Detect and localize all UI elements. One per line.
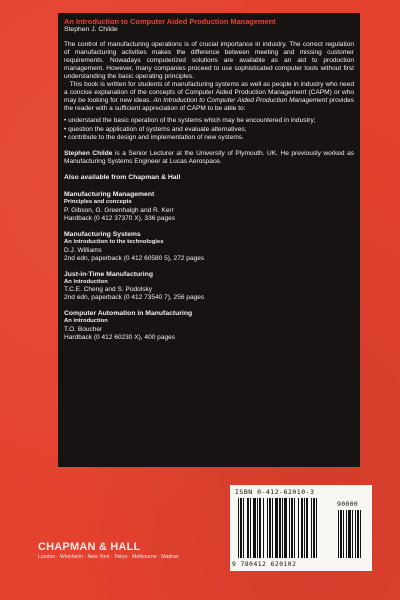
book-title: An Introduction to Computer Aided Production Management (64, 17, 276, 26)
audience-text: This book is written for students of manufacturing systems as well as people in industry who need a concise explanation of the concepts of Computer Aided Production Management (CAPM) or who may be looking for new ideas. (64, 81, 354, 105)
related-book-authors: T.O. Boucher (64, 326, 103, 334)
related-book (64, 191, 354, 223)
bio-text: is a Senior Lecturer at the University of Plymouth. UK. He previously worked as Manufacturing Systems Engineer at Lucas Aerospace. (64, 149, 354, 165)
related-book-details: 2nd edn, paperback (0 412 73540 7), 256 pages (64, 294, 205, 302)
audience-text-end: provides the reader with a sufficient appreciation of CAPM to be able to: (64, 97, 354, 113)
objective-item: • question the application of systems and evaluate alternatives; (64, 125, 247, 133)
publisher-name: CHAPMAN & HALL (38, 541, 141, 553)
related-book (64, 231, 354, 263)
related-book-subtitle: An introduction (64, 318, 108, 325)
barcode-addon-digits: 90000 (337, 500, 359, 508)
also-available-heading: Also available from Chapman & Hall (64, 173, 181, 181)
bio-name: Stephen Childe (64, 149, 113, 157)
description-panel (58, 13, 360, 467)
related-book-details: Hardback (0 412 37370 X), 336 pages (64, 215, 176, 223)
related-book-authors: T.C.E. Cheng and S. Podolsky (64, 286, 153, 294)
audience-paragraph (64, 81, 354, 113)
related-book (64, 271, 354, 303)
related-book-subtitle: Principles and concepts (64, 199, 132, 206)
intro-paragraph: The control of manufacturing operations is of crucial importance in industry. The correct regulation of manufacturing activities makes the difference between meeting and missing customer requirements. Nowadays computerized solutions are available as an aid to production management. However, many companies proceed to use sophisticated computer tools without first understanding the basic operating principles. (64, 40, 354, 80)
related-book-title: Just-in-Time Manufacturing (64, 270, 153, 278)
publisher-cities: London · Weinheim · New York · Tokyo · Melbourne · Madras (38, 554, 179, 560)
barcode-ean-digits: 9 780412 620102 (232, 561, 297, 568)
related-book-authors: D.J. Williams (64, 246, 102, 254)
related-book-title: Manufacturing Systems (64, 231, 141, 239)
related-book-title: Manufacturing Management (64, 191, 155, 199)
book-author: Stephen J. Childe (64, 26, 118, 33)
author-bio (64, 150, 354, 166)
title-reference: An Introduction to Computer Aided Production Management (153, 97, 328, 105)
related-book-subtitle: An introduction (64, 278, 108, 285)
related-book-details: Hardback (0 412 60230 X), 400 pages (64, 334, 176, 341)
objective-item: • understand the basic operation of the systems which may be encountered in industry; (64, 117, 316, 125)
objectives-list (64, 117, 354, 141)
publisher-imprint (38, 541, 179, 561)
related-book-details: 2nd edn, paperback (0 412 60580 5), 272 pages (64, 254, 205, 262)
related-book-authors: P. Gibson, G. Greenhalgh and R. Kerr (64, 207, 174, 215)
isbn-text: ISBN 0-412-62010-3 (235, 488, 315, 496)
related-book (64, 310, 354, 342)
objective-item: • contribute to the design and implementation of new systems. (64, 133, 244, 141)
related-book-subtitle: An introduction to the technologies (64, 238, 164, 245)
related-book-title: Computer Automation in Manufacturing (64, 310, 193, 318)
